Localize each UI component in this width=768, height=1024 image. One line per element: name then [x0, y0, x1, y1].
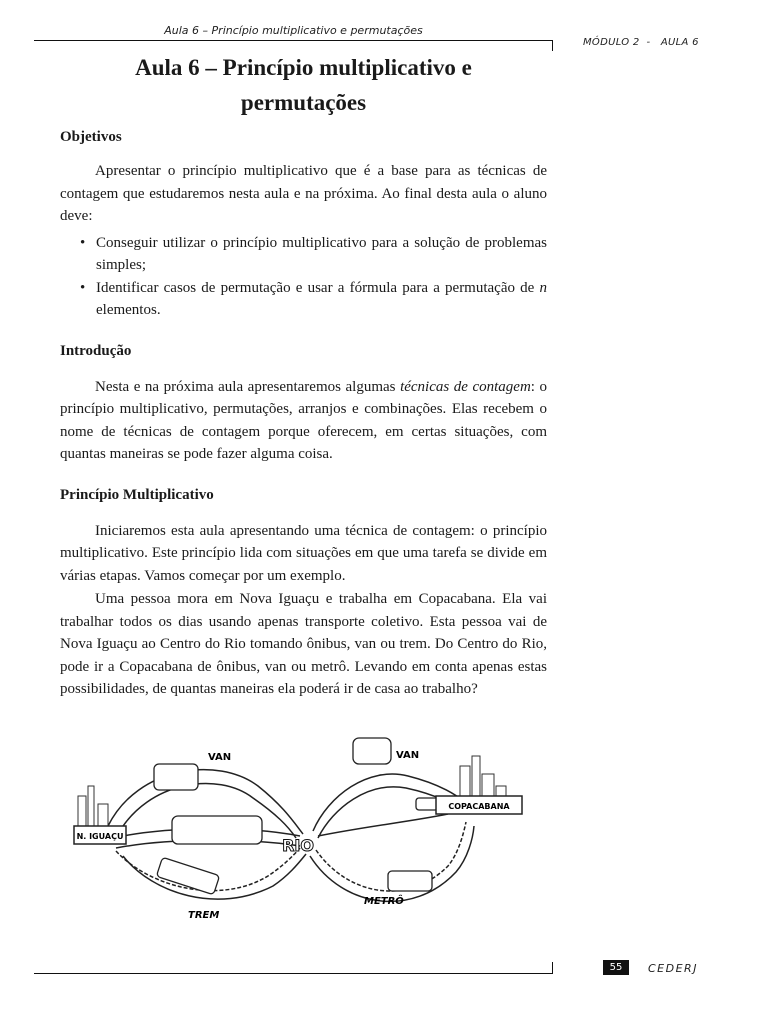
introducao-text-end: : o princípio multiplicativo, permutações, arranjos e combinações. Elas recebem o nome de técnicas de contagem porque oferecem, em certas situações, com quantas maneiras se pode fazer alguma coisa. [60, 378, 547, 462]
objetivos-intro: Apresentar o princípio multiplicativo que é a base para as técnicas de contagem que estudaremos nesta aula e na próxima. Ao final desta aula o aluno deve: [60, 163, 547, 224]
list-item-text: Conseguir utilizar o princípio multiplicativo para a solução de problemas simples; [96, 234, 547, 273]
label-metro: METRÔ [364, 896, 404, 907]
heading-principio: Princípio Multiplicativo [60, 486, 214, 503]
heading-introducao: Introdução [60, 342, 132, 359]
bullet-icon: • [80, 279, 86, 296]
list-item-text: Identificar casos de permutação e usar a fórmula para a permutação de [96, 279, 535, 296]
route-bus2 [318, 814, 448, 836]
introducao-paragraph [60, 376, 547, 466]
bullet-icon: • [80, 234, 86, 251]
label-van-2: VAN [396, 750, 420, 761]
header-rule-tick [552, 40, 553, 51]
list-item [80, 277, 547, 322]
header-rule [34, 40, 553, 41]
running-head: Aula 6 – Princípio multiplicativo e permutações [164, 24, 423, 37]
page-number: 55 [603, 960, 629, 975]
footer-rule [34, 973, 553, 974]
page-title-line2: permutações [240, 90, 367, 115]
publisher-tag: CEDERJ [648, 962, 698, 975]
car-icon [416, 798, 438, 810]
page-title-line1: Aula 6 – Princípio multiplicativo e [135, 55, 472, 80]
label-destination: COPACABANA [448, 802, 510, 811]
objetivos-list [60, 232, 547, 322]
variable-n: n [539, 279, 547, 296]
list-item-text-tail: elementos. [96, 302, 161, 318]
label-trem: TREM [188, 910, 220, 921]
van-icon-2 [353, 738, 391, 764]
transport-illustration [68, 726, 530, 922]
train-icon [156, 857, 219, 895]
heading-objetivos: Objetivos [60, 129, 122, 145]
van-icon [154, 764, 198, 790]
page-title [60, 50, 547, 120]
label-center: RIO [282, 836, 314, 855]
module-tag: MÓDULO 2 - AULA 6 [583, 37, 699, 48]
label-origin: N. IGUAÇU [76, 832, 124, 841]
page-content [60, 50, 547, 701]
footer-rule-tick [552, 962, 553, 974]
introducao-emphasis: técnicas de contagem [400, 378, 531, 395]
bus-icon [172, 816, 262, 844]
list-item [80, 232, 547, 277]
label-van-1: VAN [208, 752, 232, 763]
principio-paragraph-1: Iniciaremos esta aula apresentando uma técnica de contagem: o princípio multiplicativo. Este princípio lida com situações em que uma tarefa se divide em várias etapas. Vamos começar por um exemplo. [60, 522, 547, 584]
metro-icon [388, 871, 432, 891]
introducao-text-start: Nesta e na próxima aula apresentaremos algumas [95, 378, 401, 395]
principio-paragraph-2: Uma pessoa mora em Nova Iguaçu e trabalha em Copacabana. Ela vai trabalhar todos os dias usando apenas transporte coletivo. Esta pessoa vai de Nova Iguaçu ao Centro do Rio tomando ônibus, van ou trem. Do Centro do Rio, pode ir a Copacabana de ônibus, van ou metrô. Levando em conta apenas estas possibilidades, de quantas maneiras ela poderá ir de casa ao trabalho? [60, 591, 547, 697]
